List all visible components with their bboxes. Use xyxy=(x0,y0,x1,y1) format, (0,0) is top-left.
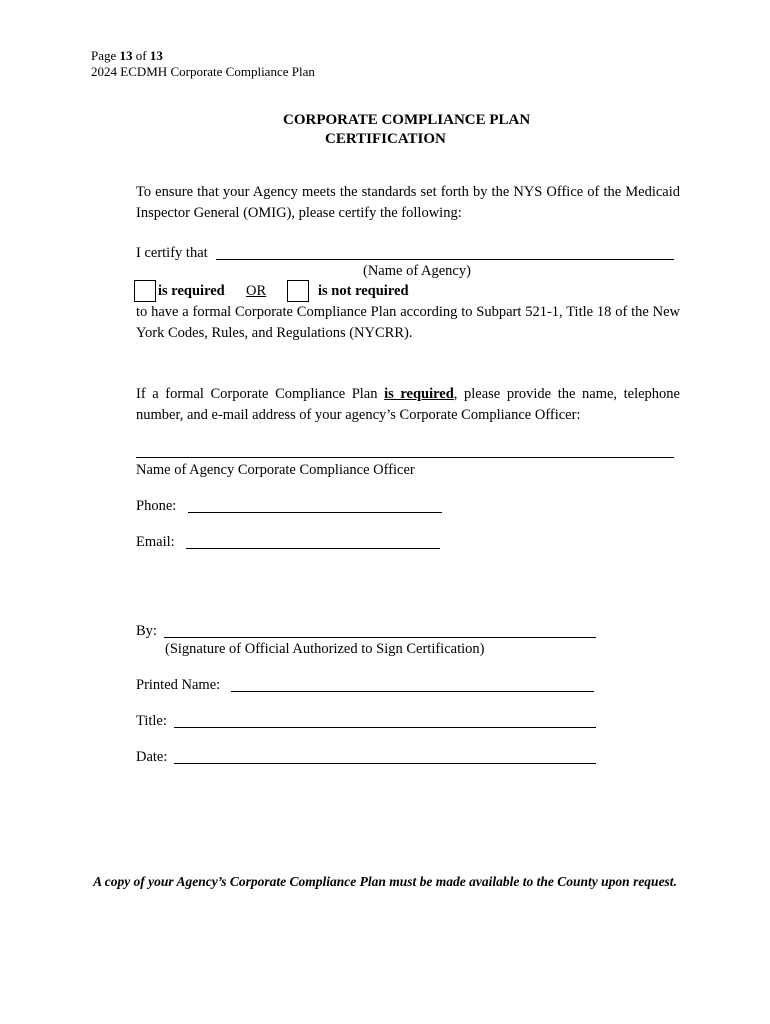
certify-lead: I certify that xyxy=(136,245,208,261)
title-line[interactable] xyxy=(174,727,596,728)
officer-name-line[interactable] xyxy=(136,457,674,458)
title-label: Title: xyxy=(136,713,167,729)
certify-rest-paragraph: to have a formal Corporate Compliance Plan according to Subpart 521-1, Title 18 of the New York Codes, Rules, and Regulations (NYCRR). xyxy=(136,304,680,341)
document-name: 2024 ECDMH Corporate Compliance Plan xyxy=(91,64,315,79)
date-label: Date: xyxy=(136,749,168,765)
page-number: Page 13 of 13 xyxy=(91,48,163,63)
date-line[interactable] xyxy=(174,763,596,764)
printed-name-label: Printed Name: xyxy=(136,677,221,693)
is-required-checkbox[interactable] xyxy=(134,280,156,302)
phone-line[interactable] xyxy=(188,512,442,513)
is-not-required-label: is not required xyxy=(318,283,409,299)
agency-name-line[interactable] xyxy=(216,259,674,260)
email-label: Email: xyxy=(136,534,175,550)
is-not-required-checkbox[interactable] xyxy=(287,280,309,302)
by-label: By: xyxy=(136,623,157,639)
agency-name-caption: (Name of Agency) xyxy=(363,263,471,279)
phone-label: Phone: xyxy=(136,498,177,514)
title-line-1: CORPORATE COMPLIANCE PLAN xyxy=(283,112,531,128)
officer-name-caption: Name of Agency Corporate Compliance Officer xyxy=(136,462,415,478)
is-required-emphasis: is required xyxy=(384,386,454,402)
officer-paragraph: If a formal Corporate Compliance Plan is required, please provide the name, telephone number, and e-mail address of your agency’s Corporate Compliance Officer: xyxy=(136,386,680,423)
signature-line[interactable] xyxy=(164,637,596,638)
footer-note: A copy of your Agency’s Corporate Compliance Plan must be made available to the County upon request. xyxy=(93,874,677,889)
title-line-2: CERTIFICATION xyxy=(325,131,446,147)
email-line[interactable] xyxy=(186,548,440,549)
printed-name-line[interactable] xyxy=(231,691,594,692)
signature-caption: (Signature of Official Authorized to Sign Certification) xyxy=(165,641,485,657)
is-required-label: is required xyxy=(158,283,225,299)
intro-paragraph: To ensure that your Agency meets the standards set forth by the NYS Office of the Medicaid Inspector General (OMIG), please certify the following: xyxy=(136,184,680,221)
or-label: OR xyxy=(246,283,267,299)
